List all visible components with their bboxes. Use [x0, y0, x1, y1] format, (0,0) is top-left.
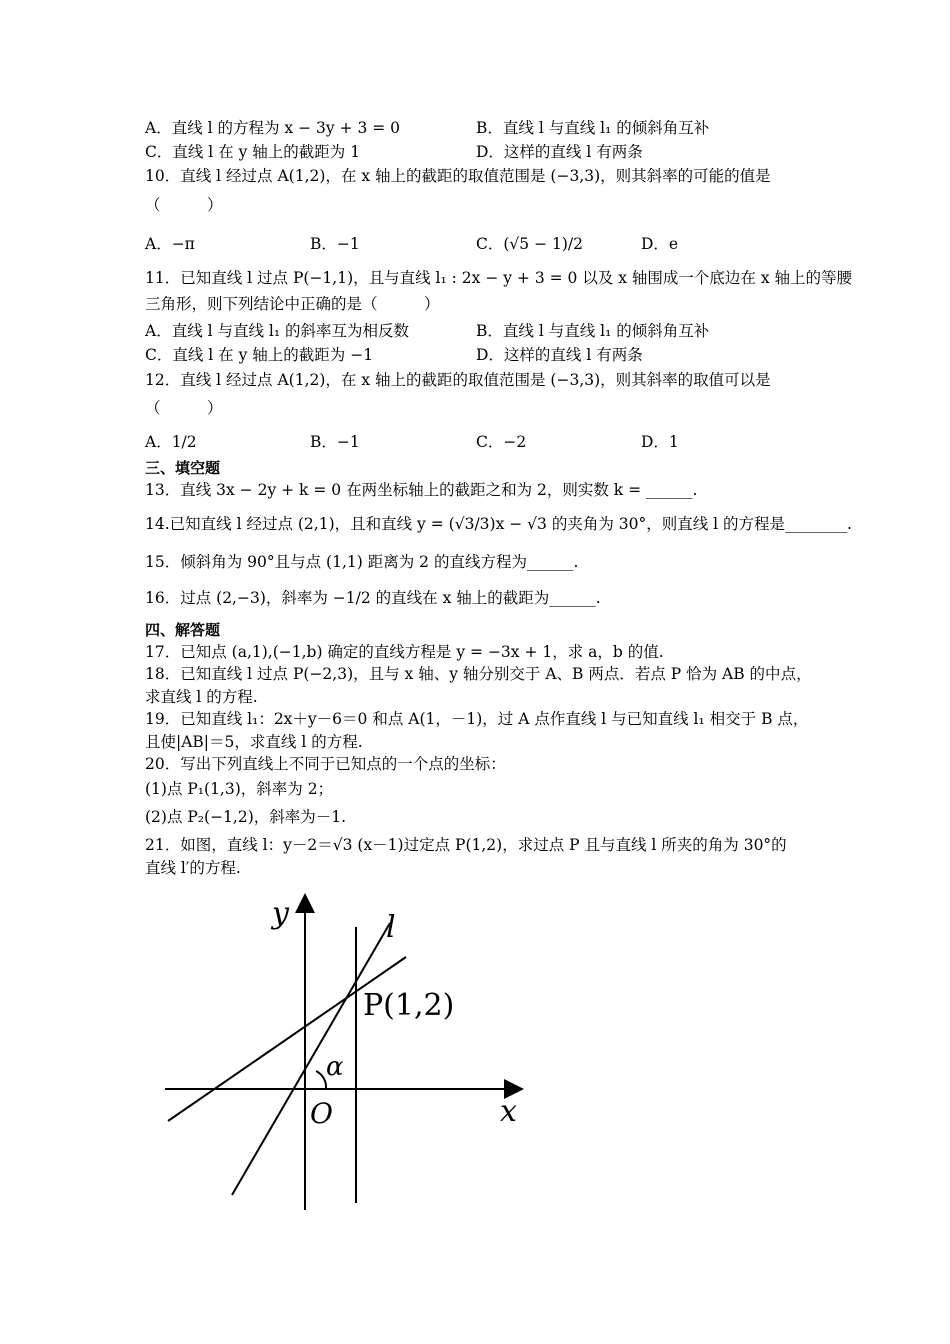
q15-text: 15．倾斜角为 90°且与点 (1,1) 距离为 2 的直线方程为______. — [145, 553, 579, 571]
q17-text: 17．已知点 (a,1),(−1,b) 确定的直线方程是 y = −3x + 1，求 a，b 的值. — [145, 643, 664, 661]
x-axis-label: x — [500, 1094, 517, 1129]
angle-alpha-label: α — [326, 1052, 344, 1082]
q12-stem: 12．直线 l 经过点 A(1,2)，在 x 轴上的截距的取值范围是 (−3,3)，则其斜率的取值可以是 — [145, 371, 771, 389]
q10-option-d: D．e — [641, 235, 679, 253]
q11-stem-2: 三角形，则下列结论中正确的是（ ） — [145, 295, 440, 313]
line-l — [232, 923, 390, 1195]
q10-stem: 10．直线 l 经过点 A(1,2)，在 x 轴上的截距的取值范围是 (−3,3)，则其斜率的可能的值是 — [145, 167, 771, 185]
q12-paren: （ ） — [145, 399, 223, 417]
q10-paren: （ ） — [145, 196, 223, 214]
shallow-line — [168, 957, 406, 1121]
q9-option-b: B．直线 l 与直线 l₁ 的倾斜角互补 — [476, 119, 710, 137]
q11-option-d: D．这样的直线 l 有两条 — [476, 346, 643, 364]
q9-option-c: C．直线 l 在 y 轴上的截距为 1 — [145, 143, 361, 161]
q11-stem-1: 11．已知直线 l 过点 P(−1,1)，且与直线 l₁ : 2x − y + 3 = 0 以及 x 轴围成一个底边在 x 轴上的等腰 — [145, 269, 853, 287]
q18-text-1: 18．已知直线 l 过点 P(−2,3)，且与 x 轴、y 轴分别交于 A、B 两点．若点 P 恰为 AB 的中点， — [145, 665, 812, 683]
q12-option-c: C．−2 — [476, 433, 527, 451]
q10-option-b: B．−1 — [310, 235, 360, 253]
angle-arc — [316, 1071, 326, 1089]
q12-option-a: A．1/2 — [145, 433, 197, 451]
q12-option-d: D．1 — [641, 433, 679, 451]
line-l-label: l — [386, 910, 396, 945]
q9-option-d: D．这样的直线 l 有两条 — [476, 143, 643, 161]
section-solve-heading: 四、解答题 — [145, 621, 221, 639]
q16-text: 16．过点 (2,−3)，斜率为 −1/2 的直线在 x 轴上的截距为______. — [145, 589, 601, 607]
q14-text: 14.已知直线 l 经过点 (2,1)，且和直线 y = (√3/3)x − √3 的夹角为 30°，则直线 l 的方程是________. — [145, 515, 852, 533]
q13-text: 13．直线 3x − 2y + k = 0 在两坐标轴上的截距之和为 2，则实数 k = ______. — [145, 481, 698, 499]
q20-part-1: (1)点 P₁(1,3)，斜率为 2； — [145, 780, 334, 798]
q21-text-1: 21．如图，直线 l：y－2＝√3 (x－1)过定点 P(1,2)，求过点 P 且与直线 l 所夹的角为 30°的 — [145, 836, 787, 854]
q12-option-b: B．−1 — [310, 433, 360, 451]
q10-option-a: A．−π — [145, 235, 195, 253]
q20-part-2: (2)点 P₂(−1,2)，斜率为－1. — [145, 808, 347, 826]
origin-label: O — [310, 1097, 333, 1130]
q11-option-a: A．直线 l 与直线 l₁ 的斜率互为相反数 — [145, 322, 410, 340]
y-axis-label: y — [272, 896, 289, 931]
q11-option-b: B．直线 l 与直线 l₁ 的倾斜角互补 — [476, 322, 710, 340]
q9-option-a: A．直线 l 的方程为 x − 3y + 3 = 0 — [145, 119, 401, 137]
q19-text-2: 且使|AB|＝5，求直线 l 的方程. — [145, 733, 363, 751]
q21-text-2: 直线 l′的方程. — [145, 859, 241, 877]
q10-option-c: C．(√5 − 1)/2 — [476, 235, 583, 253]
section-fill-in-heading: 三、填空题 — [145, 459, 221, 477]
q18-text-2: 求直线 l 的方程. — [145, 688, 258, 706]
point-p-label: P(1,2) — [363, 988, 455, 1023]
q11-option-c: C．直线 l 在 y 轴上的截距为 −1 — [145, 346, 374, 364]
coordinate-figure — [150, 885, 550, 1225]
q20-text: 20．写出下列直线上不同于已知点的一个点的坐标： — [145, 755, 506, 773]
q19-text-1: 19．已知直线 l₁：2x＋y－6＝0 和点 A(1，－1)，过 A 点作直线 l 与已知直线 l₁ 相交于 B 点， — [145, 710, 809, 728]
